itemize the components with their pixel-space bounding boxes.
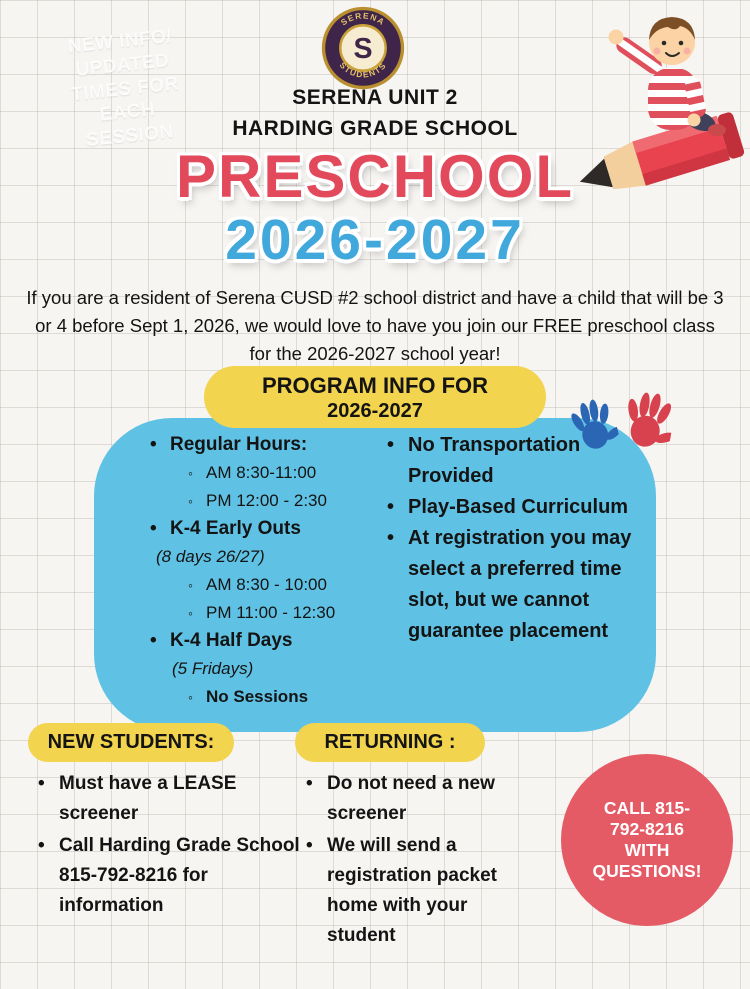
watermark-line: SESSION <box>85 121 175 152</box>
policy-item: • At registration you may select a preferred time slot, but we cannot guarantee placement <box>384 523 636 647</box>
schedule-item: (8 days 26/27) <box>156 547 265 566</box>
policies-list <box>384 430 636 647</box>
flyer-school-years: 2026-2027 <box>225 208 525 272</box>
badge-line: CALL 815- <box>603 798 691 818</box>
watermark-line: NEW INFO/ <box>66 25 174 58</box>
new-students-header <box>28 723 234 762</box>
school-name-line2: HARDING GRADE SCHOOL <box>232 117 518 140</box>
schedule-item: • Regular Hours: <box>144 431 376 459</box>
badge-line: 792-8216 <box>610 819 684 839</box>
new-students-list <box>34 769 316 923</box>
watermark-line: UPDATED <box>74 50 171 81</box>
schedule-item: ◦ PM 11:00 - 12:30 <box>144 599 376 627</box>
schedule-item: ◦ PM 12:00 - 2:30 <box>144 487 376 515</box>
intro-paragraph: If you are a resident of Serena CUSD #2 school district and have a child that will be 3 or 4 before Sept 1, 2026, we would love to have you join our FREE preschool class for the 2026-2027 school year! <box>26 287 724 364</box>
list-item: • Call Harding Grade School 815-792-8216 for information <box>34 831 316 921</box>
policy-item: • Play-Based Curriculum <box>384 492 636 523</box>
schedule-item: ◦ AM 8:30 - 10:00 <box>144 571 376 599</box>
new-students-label: NEW STUDENTS: <box>47 731 215 753</box>
schedule-item: • K-4 Half Days <box>144 627 376 655</box>
policy-item: • No Transportation Provided <box>384 430 636 492</box>
list-item: • Do not need a new screener <box>302 769 530 829</box>
schedule-item: ◦ AM 8:30-11:00 <box>144 459 376 487</box>
handprint-red-icon <box>616 386 678 456</box>
schedule-item: ◦ No Sessions <box>144 683 376 711</box>
watermark-line: TIMES FOR <box>70 72 180 106</box>
school-seal-logo <box>321 6 405 90</box>
schedule-list <box>144 431 376 711</box>
seal-monogram: S <box>353 33 373 66</box>
badge-line: WITH <box>624 840 670 860</box>
program-info-banner <box>204 366 546 428</box>
seal-bottom-text: STUDENTS <box>337 59 389 80</box>
program-info-box <box>94 418 656 732</box>
seal-top-text: SERENA <box>338 10 388 28</box>
returning-list <box>302 769 530 953</box>
returning-header <box>295 723 485 762</box>
list-item: • Must have a LEASE screener <box>34 769 316 829</box>
banner-line2: 2026-2027 <box>327 400 423 422</box>
list-item: • We will send a registration packet home with your student <box>302 831 530 951</box>
schedule-item: (5 Fridays) <box>172 659 254 678</box>
badge-line: QUESTIONS! <box>592 861 702 881</box>
returning-label: RETURNING : <box>324 731 456 753</box>
schedule-item: • K-4 Early Outs <box>144 515 376 543</box>
school-name-line1: SERENA UNIT 2 <box>292 86 458 109</box>
flyer-title: PRESCHOOL <box>175 143 575 210</box>
watermark-line: EACH <box>98 99 157 126</box>
banner-line1: PROGRAM INFO FOR <box>261 373 489 398</box>
call-questions-badge <box>561 754 733 926</box>
